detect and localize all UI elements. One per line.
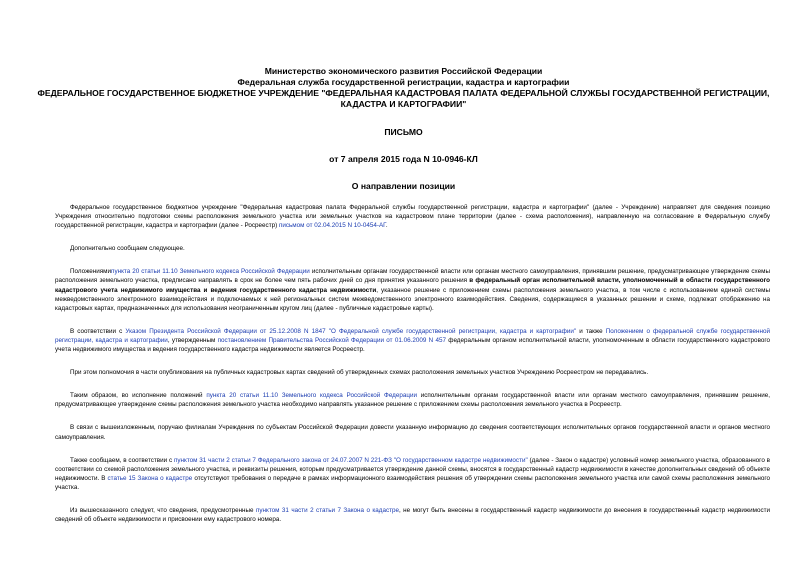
document-type: ПИСЬМО — [384, 127, 423, 137]
institution-name: ФЕДЕРАЛЬНОЕ ГОСУДАРСТВЕННОЕ БЮДЖЕТНОЕ УЧРЕЖДЕНИЕ "ФЕДЕРАЛЬНАЯ КАДАСТРОВАЯ ПАЛАТА ФЕДЕРАЛЬНОЙ СЛУЖБЫ ГОСУДАРСТВЕННОЙ РЕГИСТРАЦИИ, КАДАСТРА И КАРТОГРАФИИ" — [37, 88, 770, 109]
link-land-code-art-11-10-second[interactable]: пункта 20 статьи 11.10 Земельного кодекса Российской Федерации — [206, 392, 417, 400]
document-date-number: от 7 апреля 2015 года N 10-0946-КЛ — [329, 154, 478, 164]
paragraph-3: Положениямипункта 20 статьи 11.10 Земельного кодекса Российской Федерации исполнительным органам государственной власти или органам местного самоуправления, принявшим решение, предусматривающее утверждение схемы расположения земельного участка, предписано направлять в срок не более чем пять рабочих дней со дня принятия указанного решения в федеральный орган исполнительной власти, уполномоченный в области государственного кадастрового учета недвижимого имущества и ведения государственного кадастра недвижимости, указанное решение с приложением схемы расположения земельного участка, в том числе с использованием единой системы межведомственного электронного взаимодействия и подключаемых к ней региональных систем межведомственного электронного взаимодействия. Сведения, содержащиеся в указанных решении и схеме, подлежат отображению на кадастровых картах, предназначенных для использования неограниченным кругом лиц (далее - публичные кадастровые карты). — [55, 268, 770, 312]
paragraph-5: При этом полномочия в части опубликования на публичных кадастровых картах сведений об утвержденных схемах расположения земельных участков Учреждению Росреестром не передавались. — [70, 369, 649, 377]
link-regulation-federal-service[interactable]: Положением о федеральной службе государственной регистрации, кадастра и картографии — [55, 327, 770, 344]
link-cadastre-law-art-7[interactable]: пунктом 31 части 2 статьи 7 Закона о кадастре — [256, 506, 399, 514]
link-presidential-decree-1847[interactable]: Указом Президента Российской Федерации от 25.12.2008 N 1847 "О Федеральной службе государственной регистрации, кадастра и картографии" — [125, 327, 577, 335]
paragraph-2: Дополнительно сообщаем следующее. — [70, 245, 185, 253]
document-body — [55, 203, 770, 524]
document-subject: О направлении позиции — [351, 181, 456, 191]
paragraph-9: Из вышесказанного следует, что сведения, предусмотренные пунктом 31 части 2 статьи 7 Закона о кадастре, не могут быть внесены в государственный кадастр недвижимости до внесения в государственный кадастр недвижимости сведений об объекте недвижимости и присвоении ему кадастрового номера. — [55, 506, 771, 524]
document-header — [0, 0, 807, 110]
link-government-resolution-457[interactable]: постановлением Правительства Российской Федерации от 01.06.2009 N 457 — [217, 336, 446, 344]
paragraph-1: Федеральное государственное бюджетное учреждение "Федеральная кадастровая палата Федеральной службы государственной регистрации, кадастра и картографии" (далее - Учреждение) направляет для сведения позицию Учреждения относительно подготовки схемы расположения земельного участка или земельных участков на кадастровом плане территории (далее - схема расположения), направленную на согласование в Федеральную службу государственной регистрации, кадастра и картографии (далее - Росреестр) письмом от 02.04.2015 N 10-0454-АГ. — [55, 204, 770, 230]
paragraph-6: Таким образом, во исполнение положений пункта 20 статьи 11.10 Земельного кодекса Российской Федерации исполнительным органам государственной власти или органам местного самоуправления, принявшим решение, предусматривающее утверждение схемы расположения земельного участка необходимо направлять указанное решение с приложением схемы расположения земельного участка в Росреестр. — [55, 392, 770, 409]
link-cadastre-law-art-15[interactable]: статье 15 Закона о кадастре — [107, 474, 193, 482]
paragraph-7: В связи с вышеизложенным, поручаю филиалам Учреждения по субъектам Российской Федерации довести указанную информацию до сведения соответствующих исполнительных органов государственной власти и органов местного самоуправления. — [55, 424, 770, 441]
paragraph-4: В соответствии с Указом Президента Российской Федерации от 25.12.2008 N 1847 "О Федеральной службе государственной регистрации, кадастра и картографии" и также Положением о федеральной службе государственной регистрации, кадастра и картографии, утвержденным постановлением Правительства Российской Федерации от 01.06.2009 N 457 федеральным органом исполнительной власти, уполномоченным в области государственного кадастрового учета недвижимого имущества и ведения государственного кадастра недвижимости является Росреестр. — [55, 327, 771, 354]
link-land-code-art-11-10[interactable]: пункта 20 статьи 11.10 Земельного кодекса Российской Федерации — [111, 268, 310, 276]
link-federal-law-221[interactable]: пунктом 31 части 2 статьи 7 Федерального закона от 24.07.2007 N 221-ФЗ "О государственном кадастре недвижимости" — [173, 456, 528, 464]
link-letter-10-0454[interactable]: письмом от 02.04.2015 N 10-0454-АГ — [278, 222, 386, 230]
service-name: Федеральная служба государственной регистрации, кадастра и картографии — [237, 77, 570, 87]
ministry-name: Министерство экономического развития Российской Федерации — [264, 66, 543, 76]
paragraph-8: Также сообщаем, в соответствии с пунктом 31 части 2 статьи 7 Федерального закона от 24.07.2007 N 221-ФЗ "О государственном кадастре недвижимости" (далее - Закон о кадастре) условный номер земельного участка, образованного в соответствии со схемой расположения земельного участка, и реквизиты решения, которым предусматривается утверждение данной схемы, вносятся в государственный кадастр недвижимости в качестве дополнительных сведений об объекте недвижимости. В статье 15 Закона о кадастре отсутствуют требования о передаче в рамках информационного взаимодействия решения об утверждении схемы расположения земельного участка или самой схемы расположения земельного участка. — [55, 456, 771, 491]
